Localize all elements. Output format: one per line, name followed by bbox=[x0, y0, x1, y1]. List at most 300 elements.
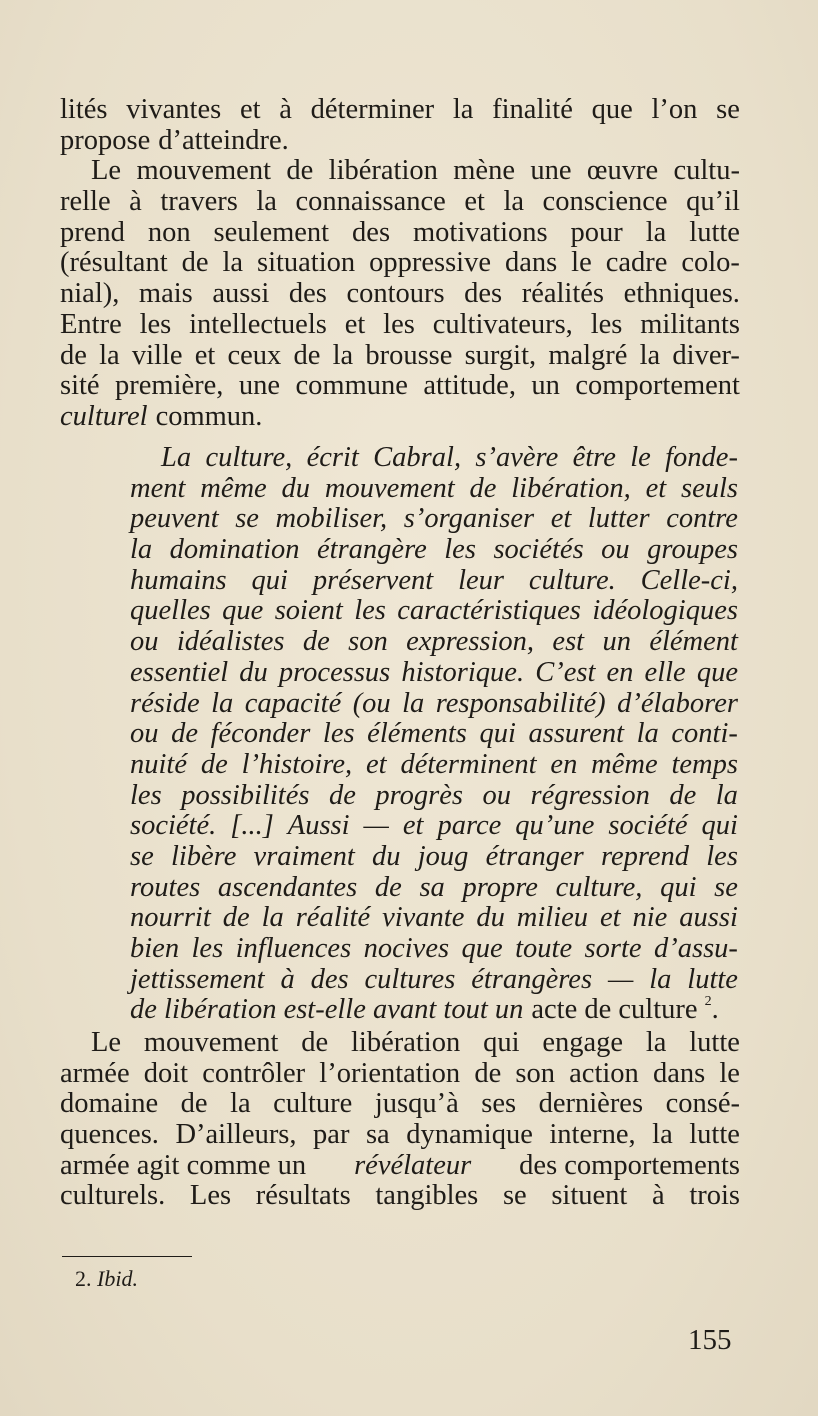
word: quelles bbox=[130, 595, 211, 627]
word: de bbox=[286, 155, 314, 187]
word: que bbox=[696, 656, 738, 688]
word: brousse bbox=[365, 339, 453, 371]
word: diver- bbox=[672, 339, 740, 371]
word: Les bbox=[189, 1180, 232, 1212]
word: dynamique bbox=[406, 1119, 533, 1151]
text-line bbox=[60, 279, 740, 310]
block-quote bbox=[130, 443, 738, 1026]
word: attitude, bbox=[423, 370, 516, 402]
word: ceux bbox=[227, 339, 282, 371]
word: caractéristiques bbox=[397, 595, 581, 627]
word: culture. bbox=[528, 564, 616, 596]
word: lités bbox=[60, 94, 108, 125]
word: propose bbox=[60, 124, 151, 156]
word: la bbox=[452, 94, 474, 125]
word: culture, bbox=[555, 871, 643, 903]
word: mobiliser, bbox=[275, 503, 388, 535]
footnote-reference[interactable]: 2 bbox=[704, 994, 712, 1010]
word: culture bbox=[273, 1088, 353, 1120]
word: d’atteindre. bbox=[158, 124, 289, 156]
word: de bbox=[469, 472, 497, 504]
quote-line bbox=[130, 995, 738, 1026]
word: ses bbox=[481, 1088, 517, 1120]
word: la bbox=[639, 339, 661, 371]
word: de bbox=[171, 718, 198, 750]
word: même bbox=[591, 748, 658, 780]
word: action bbox=[569, 1057, 639, 1089]
word: ou bbox=[130, 718, 159, 750]
word: les bbox=[383, 308, 415, 340]
word: les bbox=[590, 308, 623, 340]
text-line bbox=[60, 95, 740, 126]
quote-line bbox=[130, 903, 738, 934]
word: intellectuels bbox=[189, 308, 327, 340]
word: non bbox=[147, 216, 191, 248]
text-segment: des comportements bbox=[519, 1149, 740, 1181]
word: un bbox=[531, 370, 560, 402]
word: Entre bbox=[60, 308, 122, 340]
word: lutter bbox=[587, 503, 650, 535]
word: essentiel bbox=[130, 656, 229, 688]
word: et bbox=[402, 810, 424, 842]
text-line bbox=[60, 156, 740, 187]
word: son bbox=[515, 1057, 555, 1089]
word: étrangères bbox=[471, 963, 593, 995]
word: mais bbox=[138, 278, 193, 310]
word: les bbox=[706, 840, 738, 872]
word: féconder bbox=[210, 718, 311, 750]
word: la bbox=[99, 339, 120, 371]
quote-line bbox=[130, 474, 738, 505]
word: ascendantes bbox=[217, 871, 358, 903]
text-line bbox=[60, 187, 740, 218]
word: œuvre bbox=[586, 155, 659, 187]
word: expression, bbox=[406, 626, 535, 658]
quote-line bbox=[130, 934, 738, 965]
word: cadre bbox=[605, 247, 668, 279]
word: les bbox=[130, 779, 162, 811]
word: capacité bbox=[244, 687, 342, 719]
footnote bbox=[75, 1266, 138, 1292]
word: reprend bbox=[600, 840, 690, 872]
word: conti- bbox=[671, 718, 738, 750]
word: des bbox=[288, 278, 327, 310]
word: commune bbox=[295, 370, 408, 402]
quote-line bbox=[130, 596, 738, 627]
word: la bbox=[645, 1027, 667, 1058]
word: et bbox=[194, 339, 216, 371]
quote-line bbox=[130, 689, 738, 720]
text-line bbox=[60, 1089, 740, 1120]
word: écrit bbox=[306, 442, 359, 473]
word: elle bbox=[644, 656, 686, 688]
word: réalité bbox=[295, 902, 371, 934]
word: élément bbox=[649, 626, 738, 658]
word: mène bbox=[453, 155, 515, 187]
text-line bbox=[60, 310, 740, 341]
word: vivantes bbox=[126, 94, 222, 125]
word: doit bbox=[143, 1057, 189, 1089]
word: à bbox=[279, 94, 292, 125]
page-number: 155 bbox=[688, 1324, 732, 1356]
word: en bbox=[550, 748, 578, 780]
word: conscience bbox=[542, 186, 668, 218]
word: influences bbox=[235, 933, 352, 964]
word: lutte bbox=[689, 216, 740, 248]
quote-italic-end: de libération est-elle avant tout un bbox=[130, 994, 524, 1026]
word: soient bbox=[274, 595, 343, 627]
word: se bbox=[714, 871, 738, 903]
word: armée bbox=[60, 1057, 130, 1089]
word: le bbox=[571, 247, 592, 279]
quote-line bbox=[130, 873, 738, 904]
word: bien bbox=[130, 933, 180, 964]
word: préservent bbox=[312, 564, 434, 596]
text-line bbox=[60, 341, 740, 372]
word: son bbox=[348, 626, 388, 658]
word: le bbox=[630, 442, 651, 473]
word: réalités bbox=[521, 278, 605, 310]
quote-period: . bbox=[711, 994, 719, 1026]
italic-word: révélateur bbox=[354, 1149, 472, 1181]
word: se bbox=[130, 840, 154, 872]
word: et bbox=[550, 503, 572, 535]
word: libération, bbox=[511, 472, 631, 504]
word: un bbox=[602, 626, 631, 658]
word: cultivateurs, bbox=[432, 308, 573, 340]
word: groupes bbox=[647, 534, 738, 566]
word: responsabilité) bbox=[435, 687, 606, 719]
word: libération bbox=[351, 1027, 461, 1058]
word: Cabral, bbox=[373, 442, 462, 473]
word: Le bbox=[91, 155, 122, 187]
word: peuvent bbox=[130, 503, 219, 535]
word: Le bbox=[91, 1027, 122, 1058]
word: aussi bbox=[212, 278, 270, 310]
word: sa bbox=[419, 871, 445, 903]
word: libère bbox=[170, 840, 237, 872]
word: les bbox=[139, 308, 172, 340]
body-text-bottom bbox=[60, 1028, 740, 1212]
word: être bbox=[572, 442, 616, 473]
word: trois bbox=[689, 1180, 740, 1212]
word: la bbox=[715, 779, 738, 811]
word: situation bbox=[256, 247, 356, 279]
word: milieu bbox=[516, 902, 589, 934]
word: D’ailleurs, bbox=[175, 1119, 297, 1151]
word: temps bbox=[671, 748, 738, 780]
word: mouvement bbox=[324, 472, 455, 504]
word: progrès bbox=[375, 779, 464, 811]
word: de bbox=[293, 339, 321, 371]
word: du bbox=[372, 840, 401, 872]
body-text-top bbox=[60, 95, 740, 433]
word: sité bbox=[60, 370, 100, 402]
word: culturels. bbox=[60, 1180, 166, 1212]
quote-line bbox=[130, 443, 738, 474]
word: l’histoire, bbox=[241, 748, 353, 780]
word: mouvement bbox=[143, 1027, 279, 1058]
word: étranger bbox=[485, 840, 584, 872]
word: la bbox=[402, 687, 425, 719]
word: ment bbox=[130, 472, 186, 504]
word: l’orientation bbox=[319, 1057, 461, 1089]
word: — bbox=[607, 963, 634, 995]
word: même bbox=[200, 472, 267, 504]
word: de bbox=[474, 1057, 502, 1089]
word: sa bbox=[365, 1119, 390, 1151]
word: oppressive bbox=[369, 247, 491, 279]
word: lutte bbox=[689, 1027, 740, 1058]
word: par bbox=[313, 1119, 350, 1151]
word: processus bbox=[278, 656, 391, 688]
word: et bbox=[599, 902, 621, 934]
word: les bbox=[354, 595, 386, 627]
word: nial), bbox=[60, 278, 120, 310]
word: nie bbox=[632, 902, 668, 934]
word: (ou bbox=[352, 687, 391, 719]
word: Celle-ci, bbox=[640, 564, 738, 596]
word: colo- bbox=[681, 247, 740, 279]
word: (résultant bbox=[60, 247, 168, 279]
word: tangibles bbox=[375, 1180, 479, 1212]
word: ville bbox=[131, 339, 183, 371]
word: qui bbox=[483, 1027, 520, 1058]
word: la bbox=[636, 718, 659, 750]
word: fonde- bbox=[665, 442, 738, 473]
word: à bbox=[652, 1180, 665, 1212]
word: se bbox=[716, 94, 740, 125]
word: cultu- bbox=[673, 155, 740, 187]
word: ou bbox=[130, 626, 159, 658]
word: dans bbox=[504, 247, 558, 279]
word: de bbox=[222, 902, 250, 934]
word: quences. bbox=[60, 1119, 159, 1151]
word: interne, bbox=[549, 1119, 636, 1151]
word: possibilités bbox=[181, 779, 310, 811]
word: nourrit bbox=[130, 902, 211, 934]
word: régression bbox=[530, 779, 650, 811]
word: contrôler bbox=[202, 1057, 306, 1089]
footnote-rule bbox=[62, 1256, 192, 1257]
word: en bbox=[606, 656, 634, 688]
word: le bbox=[719, 1057, 740, 1089]
word: humains bbox=[130, 564, 227, 596]
word: se bbox=[235, 503, 259, 535]
word: s’avère bbox=[475, 442, 559, 473]
word: pour bbox=[570, 216, 623, 248]
word: contours bbox=[346, 278, 445, 310]
word: idéalistes bbox=[176, 626, 285, 658]
word: qu’une bbox=[515, 810, 595, 842]
word: La bbox=[161, 442, 192, 473]
word: qui bbox=[701, 810, 738, 842]
word: la bbox=[645, 216, 667, 248]
word: contre bbox=[666, 503, 738, 535]
text-line bbox=[60, 1181, 740, 1212]
word: nocives bbox=[363, 933, 450, 964]
word: engage bbox=[542, 1027, 624, 1058]
word: la bbox=[130, 534, 153, 566]
quote-roman-text: acte de culture bbox=[531, 994, 698, 1026]
word: que bbox=[222, 595, 264, 627]
word: de bbox=[181, 247, 209, 279]
word: de bbox=[200, 748, 228, 780]
quote-line bbox=[130, 627, 738, 658]
word: connaissance bbox=[295, 186, 446, 218]
word: culture, bbox=[205, 442, 293, 473]
word: cultures bbox=[364, 963, 456, 995]
word: sociétés bbox=[493, 534, 584, 566]
word: est bbox=[552, 626, 585, 658]
word: société. bbox=[130, 810, 217, 842]
word: la bbox=[230, 1088, 251, 1120]
text-line bbox=[60, 371, 740, 402]
word: leur bbox=[458, 564, 504, 596]
word: nuité bbox=[130, 748, 187, 780]
word: de bbox=[328, 779, 356, 811]
word: et bbox=[366, 748, 387, 780]
word: consé- bbox=[665, 1088, 740, 1120]
word: jettissement bbox=[130, 963, 265, 995]
word: de bbox=[669, 779, 697, 811]
word: ou bbox=[601, 534, 630, 566]
word: qu’il bbox=[686, 186, 740, 218]
quote-line bbox=[130, 965, 738, 996]
word: et bbox=[344, 308, 366, 340]
quote-line bbox=[130, 811, 738, 842]
word: seulement bbox=[213, 216, 330, 248]
word: une bbox=[530, 155, 572, 187]
italic-word: culturel bbox=[60, 400, 148, 432]
word: malgré bbox=[548, 339, 628, 371]
word: s’organiser bbox=[403, 503, 535, 535]
quote-line bbox=[130, 719, 738, 750]
quote-line bbox=[130, 535, 738, 566]
quote-line bbox=[130, 504, 738, 535]
word: vivante bbox=[382, 902, 465, 934]
word: éléments bbox=[367, 718, 467, 750]
word: [...] bbox=[230, 810, 274, 842]
text-line bbox=[60, 218, 740, 249]
word: que bbox=[591, 94, 633, 125]
word: dernières bbox=[538, 1088, 644, 1120]
word: surgit, bbox=[464, 339, 537, 371]
word: toute bbox=[515, 933, 573, 964]
text-line bbox=[60, 1120, 740, 1151]
word: l’on bbox=[651, 94, 698, 125]
word: d’élaborer bbox=[617, 687, 738, 719]
word: et bbox=[464, 186, 485, 218]
word: ou bbox=[482, 779, 512, 811]
word: qui bbox=[251, 564, 288, 596]
word: réside bbox=[130, 687, 200, 719]
word: la bbox=[503, 186, 525, 218]
word: domination bbox=[169, 534, 300, 566]
word: lutte bbox=[689, 1119, 740, 1151]
word: lutte bbox=[687, 963, 738, 995]
word: de bbox=[301, 1027, 329, 1058]
quote-line bbox=[130, 842, 738, 873]
word: qui bbox=[479, 718, 516, 750]
word: d’assu- bbox=[653, 933, 738, 964]
word: militants bbox=[640, 308, 740, 340]
footnote-text: Ibid. bbox=[97, 1266, 138, 1291]
word: joug bbox=[417, 840, 469, 872]
word: travers bbox=[160, 186, 238, 218]
word: les bbox=[444, 534, 476, 566]
word: la bbox=[332, 339, 354, 371]
word: C’est bbox=[535, 656, 596, 688]
word: comportement bbox=[575, 370, 740, 402]
word: une bbox=[238, 370, 281, 402]
word: historique. bbox=[401, 656, 525, 688]
word: et bbox=[645, 472, 667, 504]
word: des bbox=[310, 963, 349, 995]
text-line bbox=[60, 1151, 740, 1182]
word: la bbox=[261, 902, 284, 934]
word: que bbox=[461, 933, 503, 964]
word: les bbox=[322, 718, 355, 750]
word: ethniques. bbox=[623, 278, 740, 310]
word: première, bbox=[115, 370, 224, 402]
word: de bbox=[180, 1088, 208, 1120]
word: résultats bbox=[255, 1180, 351, 1212]
quote-line bbox=[130, 750, 738, 781]
word: des bbox=[352, 216, 391, 248]
word: de bbox=[302, 626, 330, 658]
text-line bbox=[60, 1028, 740, 1059]
word: qui bbox=[660, 871, 697, 903]
word: vraiment bbox=[253, 840, 355, 872]
word: et bbox=[239, 94, 261, 125]
word: la bbox=[256, 186, 277, 218]
word: du bbox=[239, 656, 268, 688]
word: déterminer bbox=[310, 94, 435, 125]
word: — bbox=[363, 810, 389, 842]
word: prend bbox=[60, 216, 125, 248]
word: seuls bbox=[680, 472, 738, 504]
word: domaine bbox=[60, 1088, 159, 1120]
word: la bbox=[222, 247, 244, 279]
word: étrangère bbox=[317, 534, 427, 566]
word: Aussi bbox=[287, 810, 350, 842]
quote-roman-end bbox=[531, 995, 718, 1026]
quote-line bbox=[130, 781, 738, 812]
word: du bbox=[281, 472, 311, 504]
word: dans bbox=[652, 1057, 706, 1089]
word: se bbox=[502, 1180, 527, 1212]
word: les bbox=[191, 933, 224, 964]
word: des bbox=[464, 278, 503, 310]
text-line bbox=[60, 1059, 740, 1090]
word: jusqu’à bbox=[374, 1088, 459, 1120]
word: parce bbox=[437, 810, 502, 842]
text-line bbox=[60, 248, 740, 279]
word: à bbox=[280, 963, 295, 995]
text-line bbox=[60, 126, 740, 157]
word: assurent bbox=[528, 718, 625, 750]
word: commun. bbox=[155, 400, 263, 432]
word: la bbox=[649, 963, 672, 995]
word: propre bbox=[462, 871, 538, 903]
word: situent bbox=[551, 1180, 628, 1212]
word: de bbox=[60, 339, 87, 371]
word: la bbox=[211, 687, 234, 719]
quote-line bbox=[130, 658, 738, 689]
text-segment: armée agit comme un bbox=[60, 1149, 307, 1181]
text-line bbox=[60, 402, 740, 433]
